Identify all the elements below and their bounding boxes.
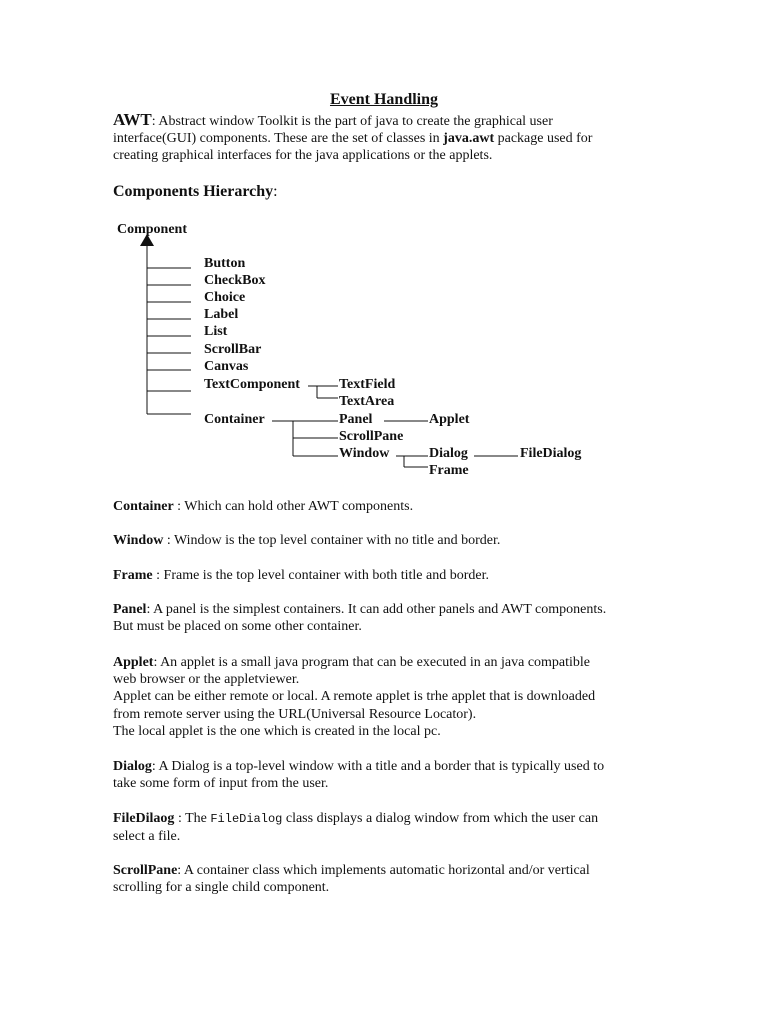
- term-window: Window: [113, 533, 164, 548]
- term-container: Container: [113, 499, 174, 514]
- text-scrollpane-line1: : A container class which implements automatic horizontal and/or vertical: [177, 863, 590, 878]
- page-title: Event Handling: [329, 91, 439, 108]
- definition-applet: [113, 654, 673, 740]
- node-scrollpane: ScrollPane: [339, 429, 404, 444]
- node-panel: Panel: [339, 412, 373, 427]
- text-filedialog-line2: select a file.: [113, 829, 181, 845]
- node-filedialog: FileDialog: [520, 446, 582, 461]
- text-panel-line1: : A panel is the simplest containers. It can add other panels and AWT components.: [146, 602, 607, 617]
- node-component: Component: [117, 222, 188, 237]
- node-textfield: TextField: [339, 377, 396, 392]
- node-textcomponent: TextComponent: [204, 377, 300, 392]
- definition-window: [113, 532, 673, 549]
- code-filedialog: FileDialog: [210, 812, 283, 826]
- text-applet-line3: Applet can be either remote or local. A remote applet is trhe applet that is downloaded: [113, 689, 596, 705]
- node-button: Button: [204, 256, 246, 271]
- text-filedialog-after: class displays a dialog window from which the user can: [282, 811, 599, 826]
- awt-term: AWT: [113, 110, 152, 129]
- node-frame: Frame: [429, 463, 469, 478]
- term-dialog: Dialog: [113, 759, 152, 774]
- text-applet-line1: : An applet is a small java program that can be executed in an java compatible: [153, 655, 591, 670]
- text-dialog-line2: take some form of input from the user.: [113, 776, 329, 792]
- text-window: : Window is the top level container with no title and border.: [163, 533, 501, 548]
- awt-intro-line2: interface(GUI) components. These are the set of classes in: [113, 131, 444, 147]
- definition-dialog: [113, 758, 673, 792]
- text-filedialog-before: : The: [174, 811, 211, 826]
- awt-intro-line3: creating graphical interfaces for the java applications or the applets.: [113, 148, 493, 164]
- node-dialog: Dialog: [429, 446, 468, 461]
- definition-container: [113, 498, 673, 515]
- node-textarea: TextArea: [339, 394, 395, 409]
- node-label: Label: [204, 307, 239, 322]
- term-panel: Panel: [113, 602, 147, 617]
- awt-intro-line1: : Abstract window Toolkit is the part of java to create the graphical user: [151, 114, 553, 129]
- node-applet: Applet: [429, 412, 470, 427]
- node-canvas: Canvas: [204, 359, 249, 374]
- node-checkbox: CheckBox: [204, 273, 266, 288]
- definition-frame: [113, 567, 673, 584]
- node-container: Container: [204, 412, 265, 427]
- term-filedialog: FileDilaog: [113, 811, 175, 826]
- node-choice: Choice: [204, 290, 246, 305]
- text-panel-line2: But must be placed on some other container.: [113, 619, 362, 635]
- text-container: : Which can hold other AWT components.: [173, 499, 414, 514]
- text-applet-line4: from remote server using the URL(Universal Resource Locator).: [113, 706, 477, 722]
- awt-package-name: java.awt: [443, 131, 495, 147]
- term-applet: Applet: [113, 655, 154, 670]
- awt-intro-line2-end: package used for: [494, 131, 593, 147]
- text-dialog-line1: : A Dialog is a top-level window with a title and a border that is typically used to: [151, 759, 605, 774]
- text-scrollpane-line2: scrolling for a single child component.: [113, 880, 330, 896]
- text-applet-line5: The local applet is the one which is created in the local pc.: [113, 723, 441, 739]
- term-scrollpane: ScrollPane: [113, 863, 178, 878]
- definition-panel: [113, 601, 673, 635]
- definition-scrollpane: [113, 862, 673, 896]
- node-window: Window: [339, 446, 390, 461]
- definition-filedialog: [113, 810, 673, 845]
- hierarchy-heading-text: Components Hierarchy: [113, 183, 274, 200]
- hierarchy-heading-colon: :: [273, 183, 278, 200]
- text-frame: : Frame is the top level container with both title and border.: [152, 568, 489, 583]
- node-scrollbar: ScrollBar: [204, 342, 262, 357]
- text-applet-line2: web browser or the appletviewer.: [113, 672, 300, 688]
- term-frame: Frame: [113, 568, 153, 583]
- node-list: List: [204, 324, 228, 339]
